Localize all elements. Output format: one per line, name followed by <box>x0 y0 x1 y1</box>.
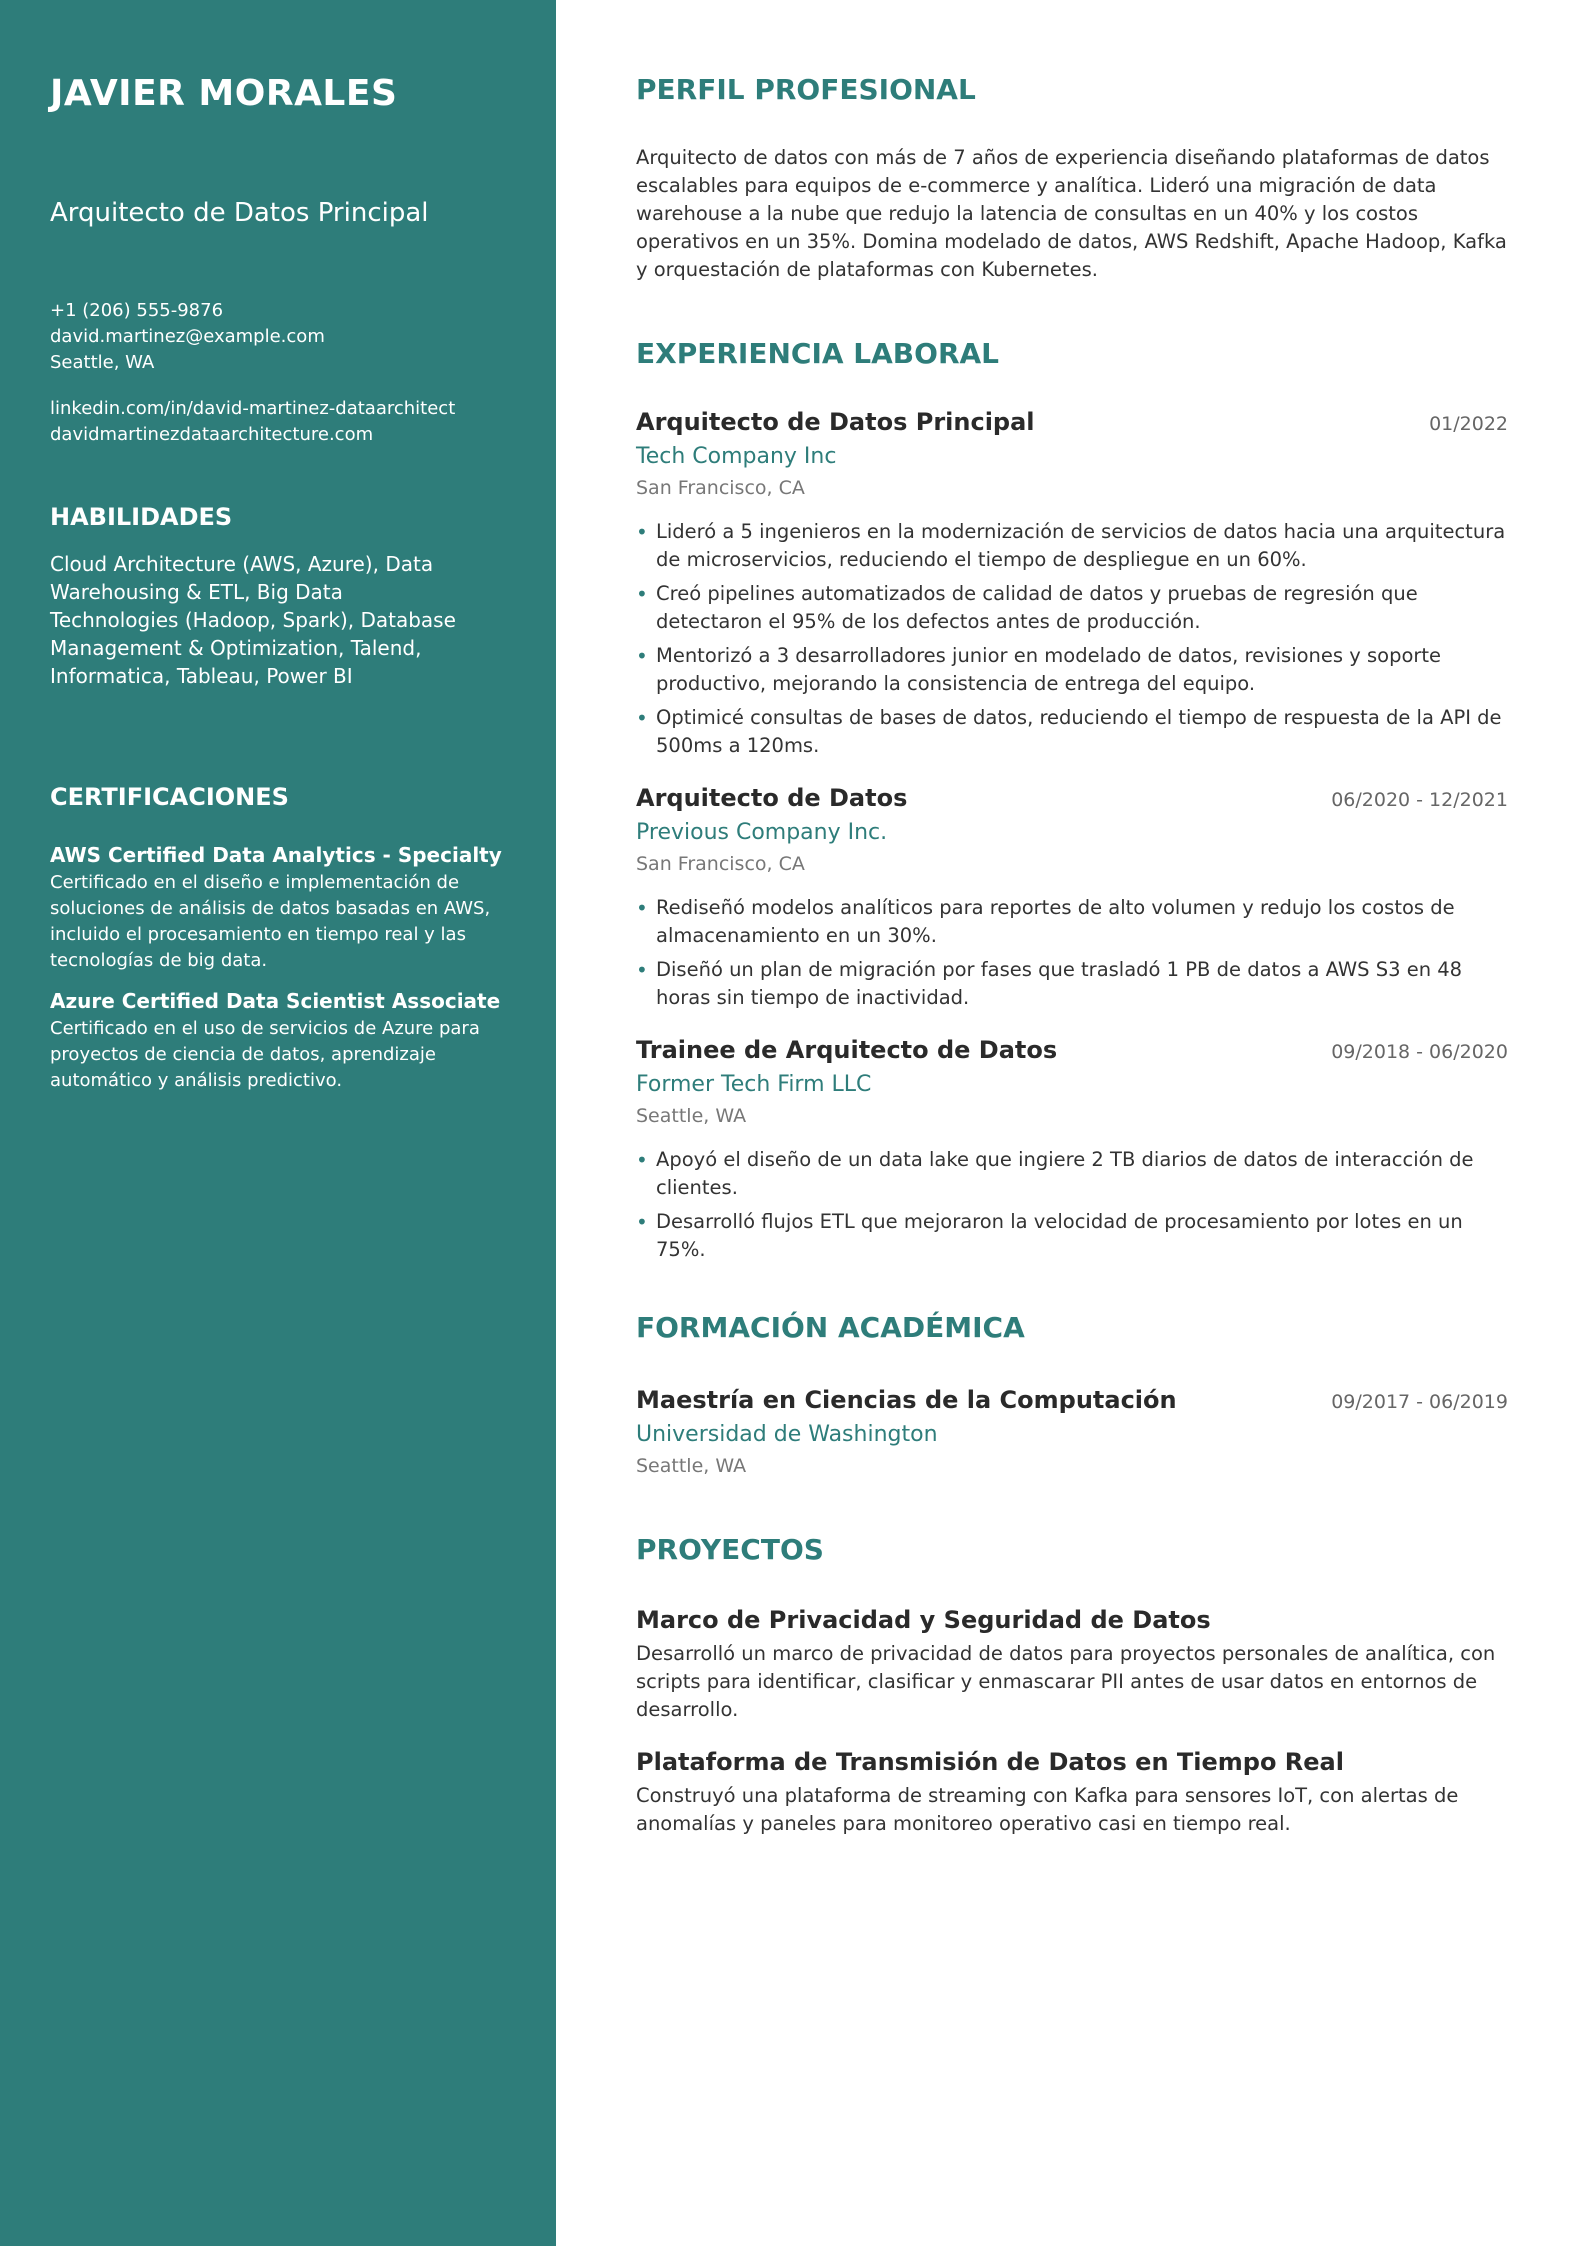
bullet-text: Creó pipelines automatizados de calidad de datos y pruebas de regresión que detectaron el 95% de los defectos antes de producción. <box>656 582 1418 633</box>
project-entry <box>636 1746 1508 1838</box>
list-item <box>636 1146 1508 1202</box>
job-bullets <box>636 894 1508 1012</box>
degree-title: Maestría en Ciencias de la Computación <box>636 1386 1177 1414</box>
email[interactable]: david.martinez@example.com <box>50 326 325 347</box>
location: Seattle, WA <box>50 352 155 373</box>
job-entry <box>636 406 1508 760</box>
list-item <box>636 704 1508 760</box>
certification-item <box>50 840 506 974</box>
certification-title: AWS Certified Data Analytics - Specialty <box>50 843 502 867</box>
education-date: 09/2017 - 06/2019 <box>1331 1391 1508 1413</box>
bullet-icon: • <box>636 896 648 920</box>
bullet-icon: • <box>636 706 648 730</box>
certification-description: Certificado en el diseño e implementación de soluciones de análisis de datos basadas en AWS, incluido el procesamiento en tiempo real y las tecnologías de big data. <box>50 872 491 971</box>
website-link[interactable]: davidmartinezdataarchitecture.com <box>50 424 374 445</box>
links-block <box>50 396 506 448</box>
list-item <box>636 894 1508 950</box>
job-title: Arquitecto de Datos Principal <box>636 408 1035 436</box>
bullet-icon: • <box>636 582 648 606</box>
bullet-text: Diseñó un plan de migración por fases que trasladó 1 PB de datos a AWS S3 en 48 horas sin tiempo de inactividad. <box>656 958 1463 1009</box>
profile-heading: PERFIL PROFESIONAL <box>636 73 976 106</box>
list-item <box>636 642 1508 698</box>
list-item <box>636 580 1508 636</box>
linkedin-link[interactable]: linkedin.com/in/david-martinez-dataarchitect <box>50 398 456 419</box>
education-entry <box>636 1384 1508 1480</box>
bullet-text: Rediseñó modelos analíticos para reportes de alto volumen y redujo los costos de almacenamiento en un 30%. <box>656 896 1455 947</box>
job-date: 01/2022 <box>1429 413 1508 435</box>
job-date: 06/2020 - 12/2021 <box>1331 789 1508 811</box>
profile-summary: Arquitecto de datos con más de 7 años de experiencia diseñando plataformas de datos escalables para equipos de e-commerce y analítica. Lideró una migración de data warehouse a la nube que redujo la latencia de consultas en un 40% y los costos operativos en un 35%. Domina modelado de datos, AWS Redshift, Apache Hadoop, Kafka y orquestación de plataformas con Kubernetes. <box>636 146 1507 281</box>
education-heading: FORMACIÓN ACADÉMICA <box>636 1311 1025 1344</box>
contact-block <box>50 298 506 376</box>
bullet-icon: • <box>636 1148 648 1172</box>
main-content <box>636 0 1508 1838</box>
experience-heading: EXPERIENCIA LABORAL <box>636 337 1000 370</box>
job-bullets <box>636 1146 1508 1264</box>
project-title: Plataforma de Transmisión de Datos en Tiempo Real <box>636 1748 1344 1776</box>
list-item <box>636 1208 1508 1264</box>
phone: +1 (206) 555-9876 <box>50 300 224 321</box>
certification-description: Certificado en el uso de servicios de Azure para proyectos de ciencia de datos, aprendizaje automático y análisis predictivo. <box>50 1018 480 1091</box>
sidebar <box>0 0 556 2246</box>
bullet-text: Lideró a 5 ingenieros en la modernización de servicios de datos hacia una arquitectura de microservicios, reduciendo el tiempo de despliegue en un 60%. <box>656 520 1506 571</box>
list-item <box>636 956 1508 1012</box>
job-entry <box>636 1034 1508 1264</box>
bullet-icon: • <box>636 958 648 982</box>
certification-title: Azure Certified Data Scientist Associate <box>50 989 501 1013</box>
certification-item <box>50 986 506 1094</box>
project-description: Desarrolló un marco de privacidad de datos para proyectos personales de analítica, con scripts para identificar, clasificar y enmascarar PII antes de usar datos en entornos de desarrollo. <box>636 1642 1496 1721</box>
job-location: San Francisco, CA <box>636 853 805 875</box>
job-bullets <box>636 518 1508 760</box>
school-name: Universidad de Washington <box>636 1422 938 1447</box>
candidate-role: Arquitecto de Datos Principal <box>50 198 429 228</box>
project-entry <box>636 1604 1508 1724</box>
job-title: Arquitecto de Datos <box>636 784 908 812</box>
job-location: San Francisco, CA <box>636 477 805 499</box>
job-location: Seattle, WA <box>636 1105 747 1127</box>
job-entry <box>636 782 1508 1012</box>
bullet-text: Apoyó el diseño de un data lake que ingiere 2 TB diarios de datos de interacción de clientes. <box>656 1148 1474 1199</box>
bullet-icon: • <box>636 520 648 544</box>
job-date: 09/2018 - 06/2020 <box>1331 1041 1508 1063</box>
job-title: Trainee de Arquitecto de Datos <box>636 1036 1058 1064</box>
list-item <box>636 518 1508 574</box>
bullet-icon: • <box>636 644 648 668</box>
skills-text: Cloud Architecture (AWS, Azure), Data Warehousing & ETL, Big Data Technologies (Hadoop, Spark), Database Management & Optimization, Talend, Informatica, Tableau, Power BI <box>50 552 456 688</box>
job-company: Previous Company Inc. <box>636 820 888 845</box>
job-company: Tech Company Inc <box>636 444 837 469</box>
school-location: Seattle, WA <box>636 1455 747 1477</box>
project-title: Marco de Privacidad y Seguridad de Datos <box>636 1606 1211 1634</box>
bullet-text: Mentorizó a 3 desarrolladores junior en modelado de datos, revisiones y soporte productivo, mejorando la consistencia de entrega del equipo. <box>656 644 1442 695</box>
projects-heading: PROYECTOS <box>636 1533 824 1566</box>
project-description: Construyó una plataforma de streaming con Kafka para sensores IoT, con alertas de anomalías y paneles para monitoreo operativo casi en tiempo real. <box>636 1784 1459 1835</box>
certifications-heading: CERTIFICACIONES <box>50 783 289 811</box>
bullet-text: Optimicé consultas de bases de datos, reduciendo el tiempo de respuesta de la API de 500ms a 120ms. <box>656 706 1502 757</box>
bullet-icon: • <box>636 1210 648 1234</box>
job-company: Former Tech Firm LLC <box>636 1072 872 1097</box>
skills-heading: HABILIDADES <box>50 503 233 531</box>
candidate-name: JAVIER MORALES <box>50 73 398 114</box>
bullet-text: Desarrolló flujos ETL que mejoraron la velocidad de procesamiento por lotes en un 75%. <box>656 1210 1463 1261</box>
